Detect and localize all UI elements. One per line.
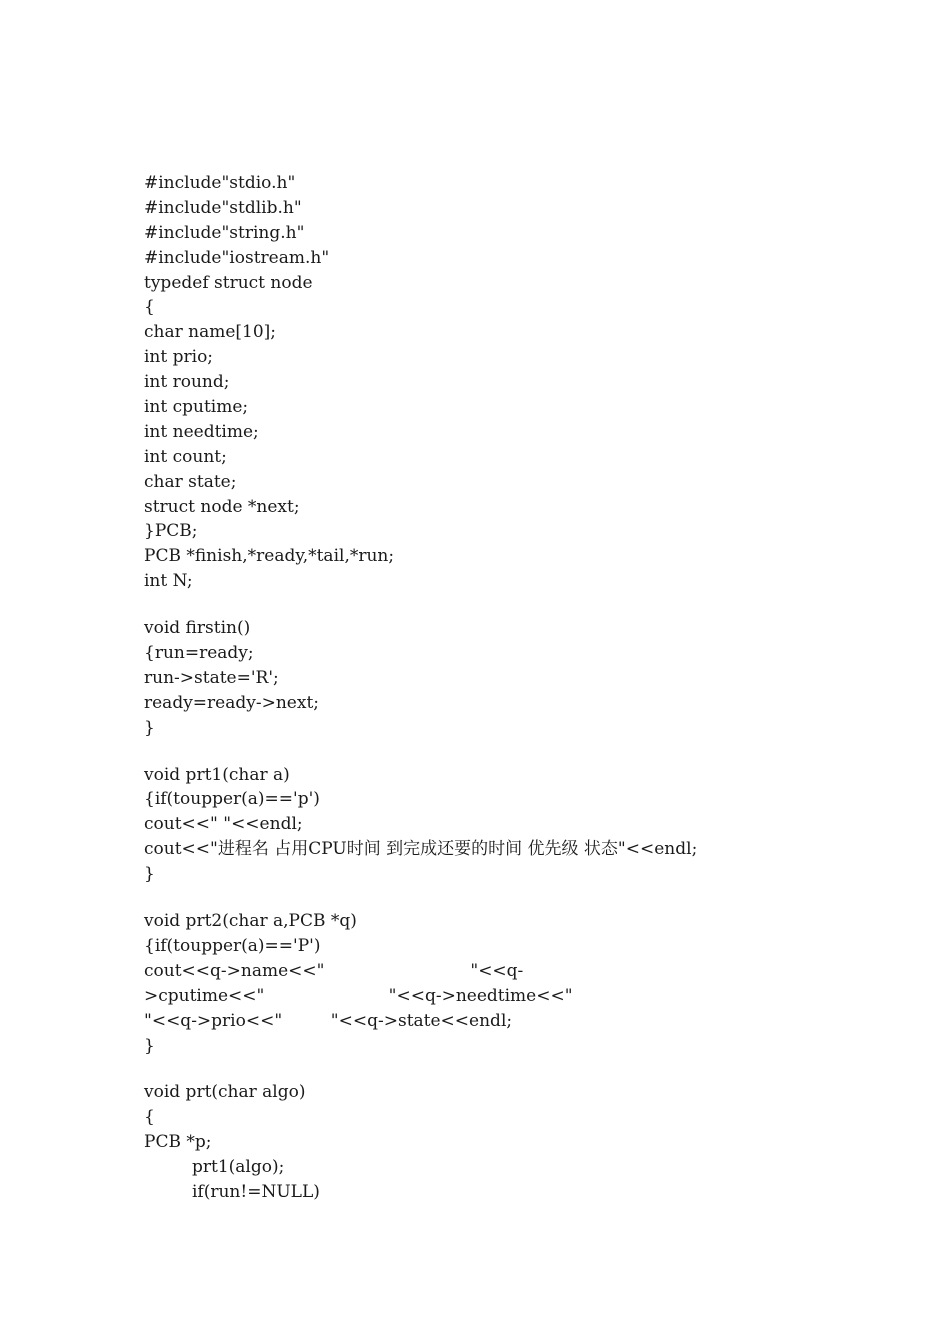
code-line: char name[10];: [144, 322, 277, 343]
code-block: [144, 763, 904, 887]
code-line: int prio;: [144, 347, 214, 368]
code-line: ready=ready->next;: [144, 692, 320, 713]
code-line: struct node *next;: [144, 496, 300, 517]
code-line: run->state='R';: [144, 667, 279, 688]
code-line: {: [144, 297, 155, 318]
code-line: cout<<" "<<endl;: [144, 814, 303, 835]
code-line: cout<<"进程名 占用CPU时间 到完成还要的时间 优先级 状态"<<endl;: [144, 839, 698, 860]
code-line: >cputime<<" "<<q->needtime<<": [144, 985, 573, 1006]
code-listing: [144, 171, 904, 1205]
code-line: prt1(algo);: [192, 1157, 285, 1178]
code-line: {if(toupper(a)=='p'): [144, 789, 320, 810]
blank-line: [144, 887, 904, 909]
code-block: [144, 1080, 904, 1204]
code-line: #include"stdlib.h": [144, 197, 302, 218]
blank-line: [144, 1058, 904, 1080]
code-line: int N;: [144, 571, 193, 592]
code-line: typedef struct node: [144, 272, 313, 293]
code-line: }PCB;: [144, 521, 198, 542]
code-line: cout<<q->name<<" "<<q-: [144, 960, 524, 981]
code-line: void prt2(char a,PCB *q): [144, 911, 357, 932]
code-line: int needtime;: [144, 421, 259, 442]
code-line: {if(toupper(a)=='P'): [144, 935, 321, 956]
code-line: {: [144, 1107, 155, 1128]
code-line: {run=ready;: [144, 643, 254, 664]
code-line: void prt1(char a): [144, 764, 290, 785]
code-block: [144, 616, 904, 740]
code-line: PCB *p;: [144, 1132, 212, 1153]
code-line: #include"stdio.h": [144, 173, 296, 193]
code-line: PCB *finish,*ready,*tail,*run;: [144, 546, 395, 567]
code-line: void prt(char algo): [144, 1082, 306, 1103]
code-line: "<<q->prio<<" "<<q->state<<endl;: [144, 1010, 513, 1031]
code-line: if(run!=NULL): [192, 1181, 320, 1202]
blank-line: [144, 741, 904, 763]
code-line: }: [144, 717, 155, 738]
code-line: int cputime;: [144, 397, 249, 418]
code-line: int count;: [144, 446, 227, 467]
code-line: void firstin(): [144, 618, 251, 639]
code-block: [144, 171, 904, 594]
blank-line: [144, 594, 904, 616]
code-line: #include"iostream.h": [144, 247, 330, 268]
code-line: int round;: [144, 372, 230, 393]
code-line: }: [144, 1035, 155, 1056]
code-block: [144, 909, 904, 1058]
code-line: }: [144, 864, 155, 885]
code-line: #include"string.h": [144, 222, 305, 243]
code-line: char state;: [144, 471, 237, 492]
